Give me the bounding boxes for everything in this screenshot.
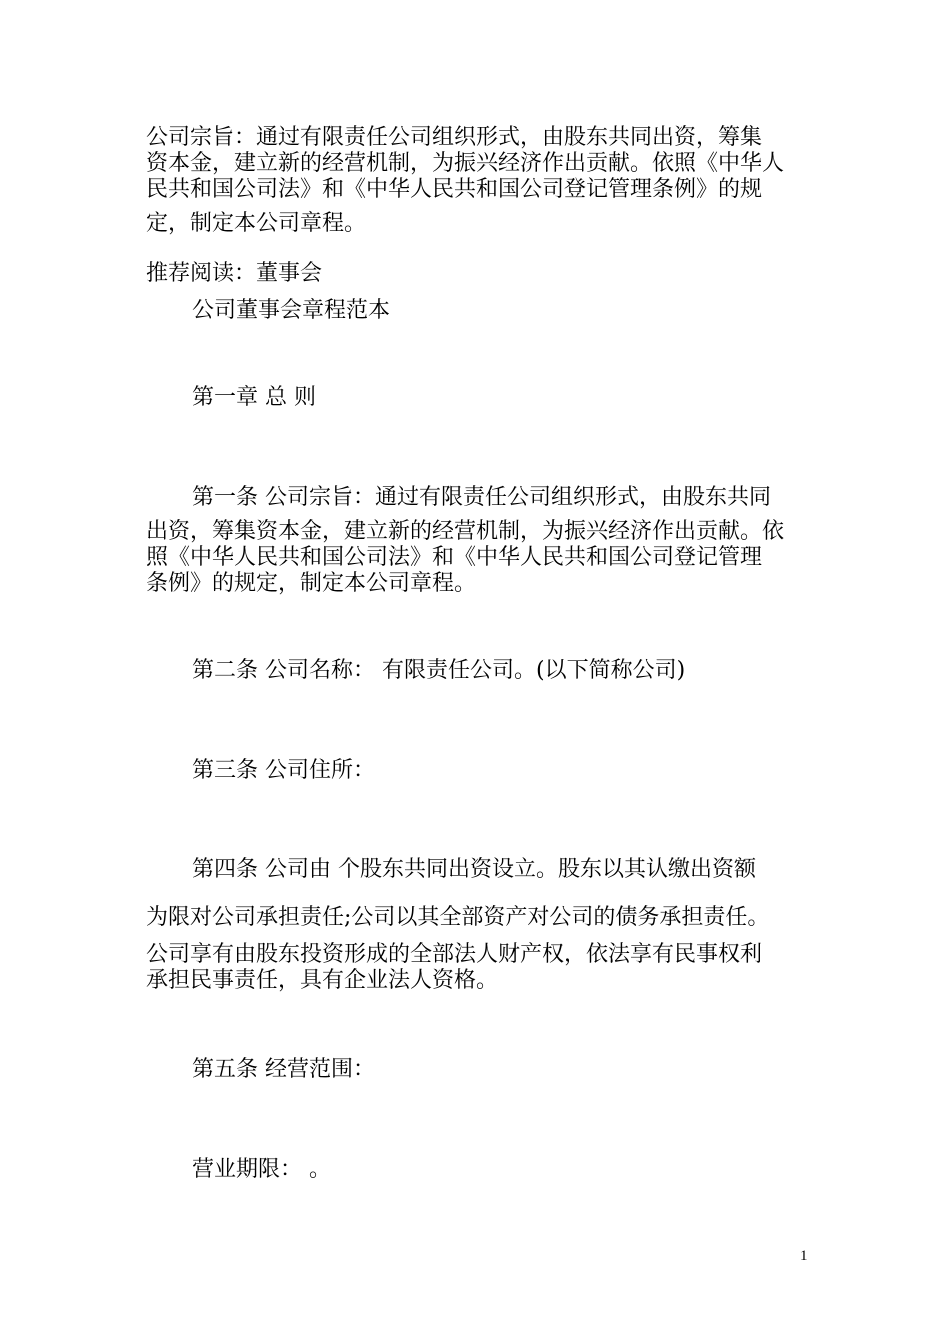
- article-line: 为限对公司承担责任;公司以其全部资产对公司的债务承担责任。: [146, 905, 770, 930]
- article-line: 第一条 公司宗旨：通过有限责任公司组织形式，由股东共同: [192, 485, 771, 510]
- intro-line: 定，制定本公司章程。: [146, 211, 367, 236]
- article-line: 承担民事责任，具有企业法人资格。: [146, 968, 499, 993]
- article-line: 照《中华人民共和国公司法》和《中华人民共和国公司登记管理: [146, 545, 763, 570]
- article-line: 公司享有由股东投资形成的全部法人财产权，依法享有民事权利: [146, 942, 763, 967]
- business-term: 营业期限： 。: [192, 1157, 331, 1182]
- document-title: 公司董事会章程范本: [192, 298, 391, 323]
- article-line: 第四条 公司由 个股东共同出资设立。股东以其认缴出资额: [192, 857, 756, 882]
- recommended-reading: 推荐阅读：董事会: [146, 261, 323, 286]
- intro-line: 民共和国公司法》和《中华人民共和国公司登记管理条例》的规: [146, 177, 763, 202]
- intro-line: 资本金，建立新的经营机制，为振兴经济作出贡献。依照《中华人: [146, 151, 785, 176]
- article-line: 出资，筹集资本金，建立新的经营机制，为振兴经济作出贡献。依: [146, 519, 785, 544]
- page-number: 1: [800, 1248, 808, 1264]
- article-line: 条例》的规定，制定本公司章程。: [146, 571, 477, 596]
- intro-line: 公司宗旨：通过有限责任公司组织形式，由股东共同出资，筹集: [146, 125, 763, 150]
- article-5: 第五条 经营范围：: [192, 1057, 375, 1082]
- chapter-heading: 第一章 总 则: [192, 385, 316, 410]
- article-3: 第三条 公司住所：: [192, 758, 375, 783]
- article-2: 第二条 公司名称： 有限责任公司。(以下简称公司): [192, 658, 686, 683]
